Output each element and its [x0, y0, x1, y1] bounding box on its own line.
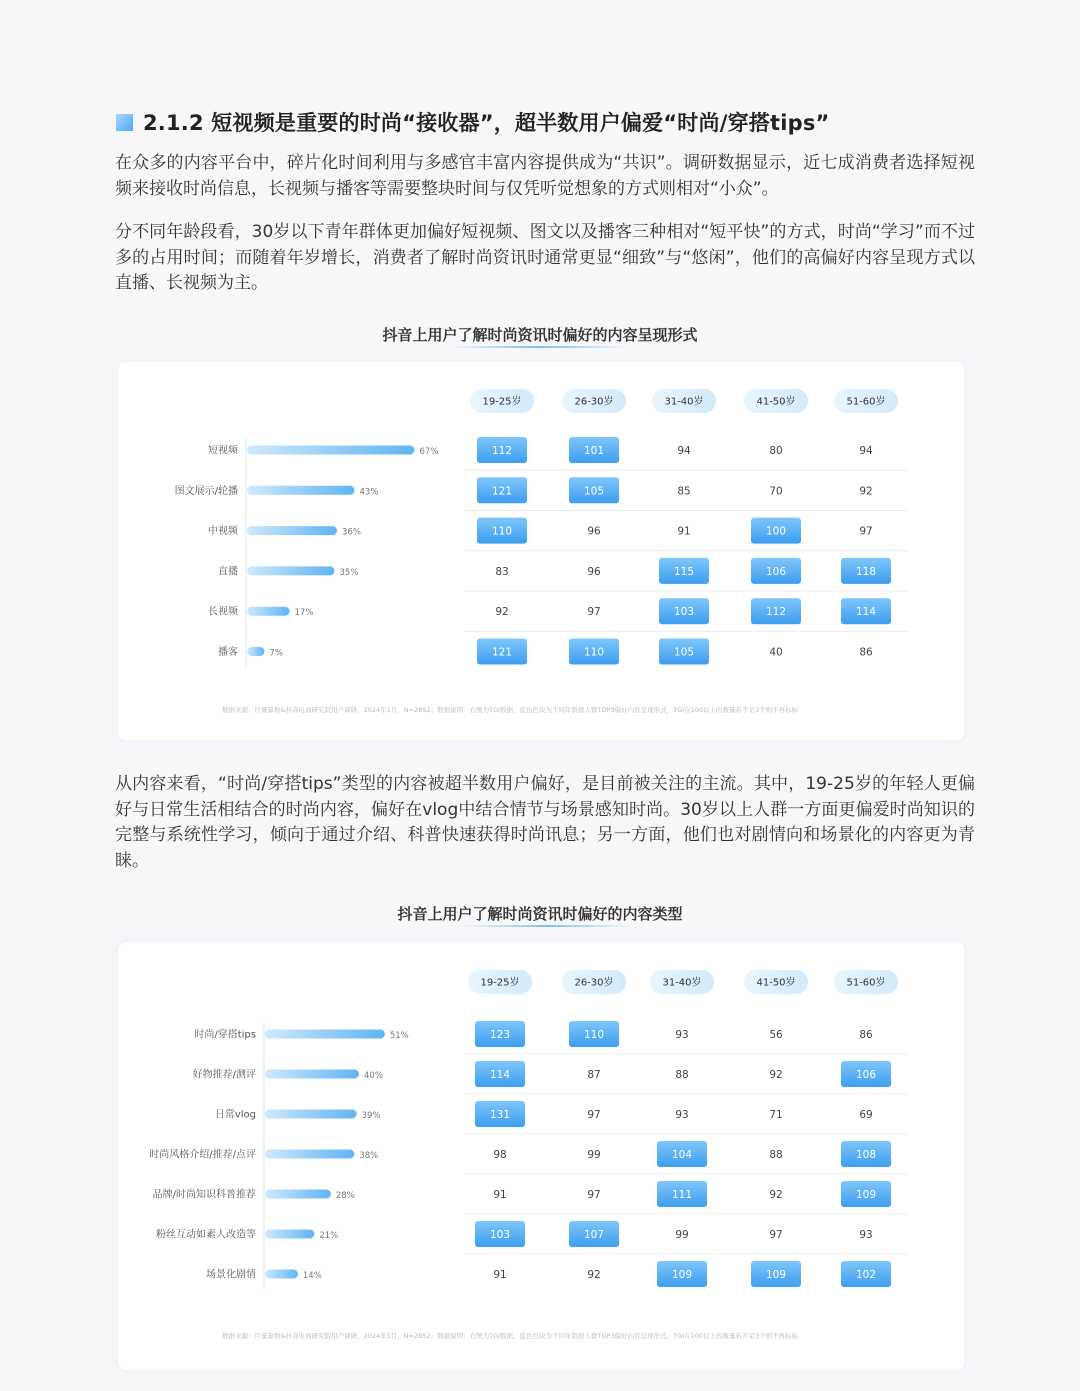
- paragraph-1: 在众多的内容平台中，碎片化时间利用与多感官丰富内容提供成为“共识”。调研数据显示，近七成消费者选择短视频来接收时尚信息，长视频与播客等需要整块时间与仅凭听觉想象的方式则相对“小众”。: [115, 153, 975, 199]
- table-cell-value: 91: [493, 1269, 507, 1281]
- bar-value-label: 43%: [359, 487, 379, 498]
- category-label: 日常vlog: [214, 1109, 256, 1121]
- table-cell-value: 88: [675, 1069, 689, 1081]
- section-title: 2.1.2 短视频是重要的时尚“接收器”，超半数用户偏爱“时尚/穿搭tips”: [143, 111, 830, 135]
- table-cell-value: 94: [677, 445, 691, 457]
- category-label: 粉丝互动如素人改造等: [156, 1229, 256, 1241]
- table-cell-value: 121: [491, 646, 513, 659]
- table-cell-value: 102: [855, 1269, 877, 1281]
- bar-value-label: 39%: [361, 1111, 381, 1121]
- bar-value-label: 7%: [269, 648, 283, 659]
- heading-square-icon: [116, 114, 133, 131]
- chart-1-title-underline: [448, 346, 628, 348]
- table-cell-value: 121: [491, 485, 513, 498]
- bar-value-label: 36%: [342, 527, 361, 538]
- bar-value-label: 14%: [302, 1271, 322, 1281]
- table-cell-value: 105: [673, 646, 695, 659]
- chart-1-svg: [118, 362, 964, 740]
- table-cell-value: 86: [859, 646, 873, 659]
- table-cell-value: 69: [859, 1109, 873, 1121]
- table-cell-value: 105: [583, 485, 605, 498]
- table-cell-value: 92: [769, 1189, 783, 1201]
- table-cell-value: 109: [855, 1189, 877, 1201]
- chart-2-svg: [118, 942, 964, 1370]
- column-header: 31-40岁: [664, 396, 704, 408]
- category-label: 播客: [218, 647, 238, 658]
- table-cell-value: 110: [583, 646, 605, 659]
- bar: [247, 446, 415, 455]
- bar-value-label: 28%: [335, 1191, 355, 1201]
- table-cell-value: 80: [769, 445, 783, 457]
- category-label: 直播: [218, 566, 238, 578]
- category-label: 短视频: [208, 445, 238, 457]
- table-cell-value: 92: [587, 1269, 601, 1281]
- table-cell-value: 91: [677, 525, 691, 538]
- bar: [265, 1150, 354, 1159]
- table-cell-value: 131: [489, 1109, 511, 1121]
- bar: [247, 647, 265, 656]
- category-label: 中视频: [208, 526, 238, 538]
- table-cell-value: 71: [769, 1109, 783, 1121]
- table-cell-value: 87: [587, 1069, 601, 1081]
- bar: [265, 1270, 298, 1279]
- chart-1-card: [118, 362, 964, 740]
- table-cell-value: 118: [855, 565, 877, 578]
- table-cell-value: 92: [859, 485, 873, 498]
- bar: [265, 1190, 331, 1199]
- chart-1-title: 抖音上用户了解时尚资讯时偏好的内容呈现形式: [382, 326, 698, 344]
- table-cell-value: 104: [671, 1149, 693, 1161]
- bar-value-label: 51%: [389, 1031, 409, 1041]
- table-cell-value: 97: [859, 525, 873, 538]
- bar-value-label: 67%: [419, 447, 439, 457]
- bar: [247, 607, 290, 616]
- table-cell-value: 97: [587, 1189, 601, 1201]
- category-label: 图文展示/轮播: [174, 485, 238, 497]
- table-cell-value: 93: [675, 1109, 689, 1121]
- bar-value-label: 21%: [319, 1231, 339, 1241]
- table-cell-value: 85: [677, 485, 691, 498]
- bar-value-label: 35%: [339, 567, 359, 578]
- table-cell-value: 86: [859, 1029, 873, 1041]
- paragraph-2: 分不同年龄段看，30岁以下青年群体更加偏好短视频、图文以及播客三种相对“短平快”的方式，时尚“学习”而不过多的占用时间；而随着年岁增长，消费者了解时尚资讯时通常更显“细致”与“悠闲”，他们的高偏好内容呈现方式以直播、长视频为主。: [115, 222, 975, 293]
- table-cell-value: 109: [765, 1269, 787, 1281]
- table-cell-value: 112: [491, 445, 513, 457]
- chart-2-footnote: 数据来源：巨量算数&抖音电商研究院用户调研，2024年1月，N=2852；数据说明：右图为TGI数据，蓝色色块为不同年龄段人群TOP3偏好内容呈现形式，TGI在100以上的数量若不足3个则不再标标: [222, 1332, 799, 1340]
- category-label: 时尚风格介绍/推荐/点评: [149, 1149, 256, 1161]
- table-cell-value: 91: [493, 1189, 507, 1201]
- table-cell-value: 56: [769, 1029, 783, 1041]
- chart-1-footnote: 数据来源：巨量算数&抖音电商研究院用户调研，2024年1月，N=2852；数据说明：右图为TGI数据，蓝色色块为不同年龄段人群TOP3偏好内容呈现形式，TGI在100以上的数量若不足3个则不再标标: [222, 706, 799, 714]
- column-header: 26-30岁: [574, 977, 614, 989]
- table-cell-value: 98: [493, 1149, 507, 1161]
- table-cell-value: 115: [673, 565, 695, 578]
- chart-2-title: 抖音上用户了解时尚资讯时偏好的内容类型: [397, 905, 683, 923]
- table-cell-value: 106: [765, 565, 787, 578]
- column-header: 19-25岁: [482, 396, 522, 408]
- table-cell-value: 83: [495, 565, 509, 578]
- table-cell-value: 88: [769, 1149, 783, 1161]
- table-cell-value: 123: [489, 1029, 511, 1041]
- table-cell-value: 99: [675, 1229, 689, 1241]
- table-cell-value: 70: [769, 485, 783, 498]
- table-cell-value: 93: [859, 1229, 873, 1241]
- column-header: 51-60岁: [846, 977, 886, 989]
- table-cell-value: 96: [587, 565, 601, 578]
- table-cell-value: 110: [491, 525, 513, 538]
- category-label: 时尚/穿搭tips: [194, 1029, 256, 1041]
- table-cell-value: 106: [855, 1069, 877, 1081]
- column-header: 41-50岁: [756, 396, 796, 408]
- column-header: 19-25岁: [480, 977, 520, 989]
- table-cell-value: 92: [769, 1069, 783, 1081]
- table-cell-value: 107: [583, 1229, 605, 1241]
- table-cell-value: 100: [765, 525, 787, 538]
- section-heading: [116, 107, 830, 137]
- table-cell-value: 93: [675, 1029, 689, 1041]
- table-cell-value: 92: [495, 606, 509, 619]
- category-label: 品牌/时尚知识科普推荐: [152, 1189, 256, 1201]
- table-cell-value: 108: [855, 1149, 877, 1161]
- table-cell-value: 97: [587, 1109, 601, 1121]
- bar: [265, 1070, 359, 1079]
- bar: [265, 1230, 314, 1239]
- table-cell-value: 109: [671, 1269, 693, 1281]
- table-cell-value: 114: [489, 1069, 511, 1081]
- table-cell-value: 97: [769, 1229, 783, 1241]
- bar: [247, 526, 337, 535]
- bar-value-label: 17%: [294, 608, 314, 619]
- bar: [265, 1110, 357, 1119]
- column-header: 51-60岁: [846, 396, 886, 408]
- table-cell-value: 96: [587, 525, 601, 538]
- bar: [247, 566, 335, 575]
- category-label: 好物推荐/测评: [192, 1069, 256, 1081]
- column-header: 31-40岁: [662, 977, 702, 989]
- table-cell-value: 112: [765, 606, 787, 619]
- category-label: 场景化剧情: [206, 1269, 256, 1281]
- table-cell-value: 40: [769, 646, 783, 659]
- table-cell-value: 101: [583, 445, 605, 457]
- paragraph-3: 从内容来看，“时尚/穿搭tips”类型的内容被超半数用户偏好，是目前被关注的主流。其中，19-25岁的年轻人更偏好与日常生活相结合的时尚内容，偏好在vlog中结合情节与场景感知时尚。30岁以上人群一方面更偏爱时尚知识的完整与系统性学习，倾向于通过介绍、科普快速获得时尚讯息；另一方面，他们也对剧情向和场景化的内容更为青睐。: [115, 774, 975, 871]
- bar-value-label: 40%: [364, 1071, 383, 1081]
- category-label: 长视频: [208, 606, 238, 618]
- bar: [247, 486, 355, 495]
- bar-value-label: 38%: [359, 1151, 379, 1161]
- table-cell-value: 103: [489, 1229, 511, 1241]
- table-cell-value: 114: [855, 606, 877, 619]
- bar: [265, 1030, 385, 1039]
- table-cell-value: 99: [587, 1149, 601, 1161]
- column-header: 41-50岁: [756, 977, 796, 989]
- chart-2-card: [118, 942, 964, 1370]
- column-header: 26-30岁: [574, 396, 614, 408]
- table-cell-value: 103: [673, 606, 695, 619]
- chart-2-title-underline: [462, 925, 632, 927]
- table-cell-value: 111: [671, 1189, 693, 1201]
- table-cell-value: 97: [587, 606, 601, 619]
- table-cell-value: 94: [859, 445, 873, 457]
- table-cell-value: 110: [583, 1029, 605, 1041]
